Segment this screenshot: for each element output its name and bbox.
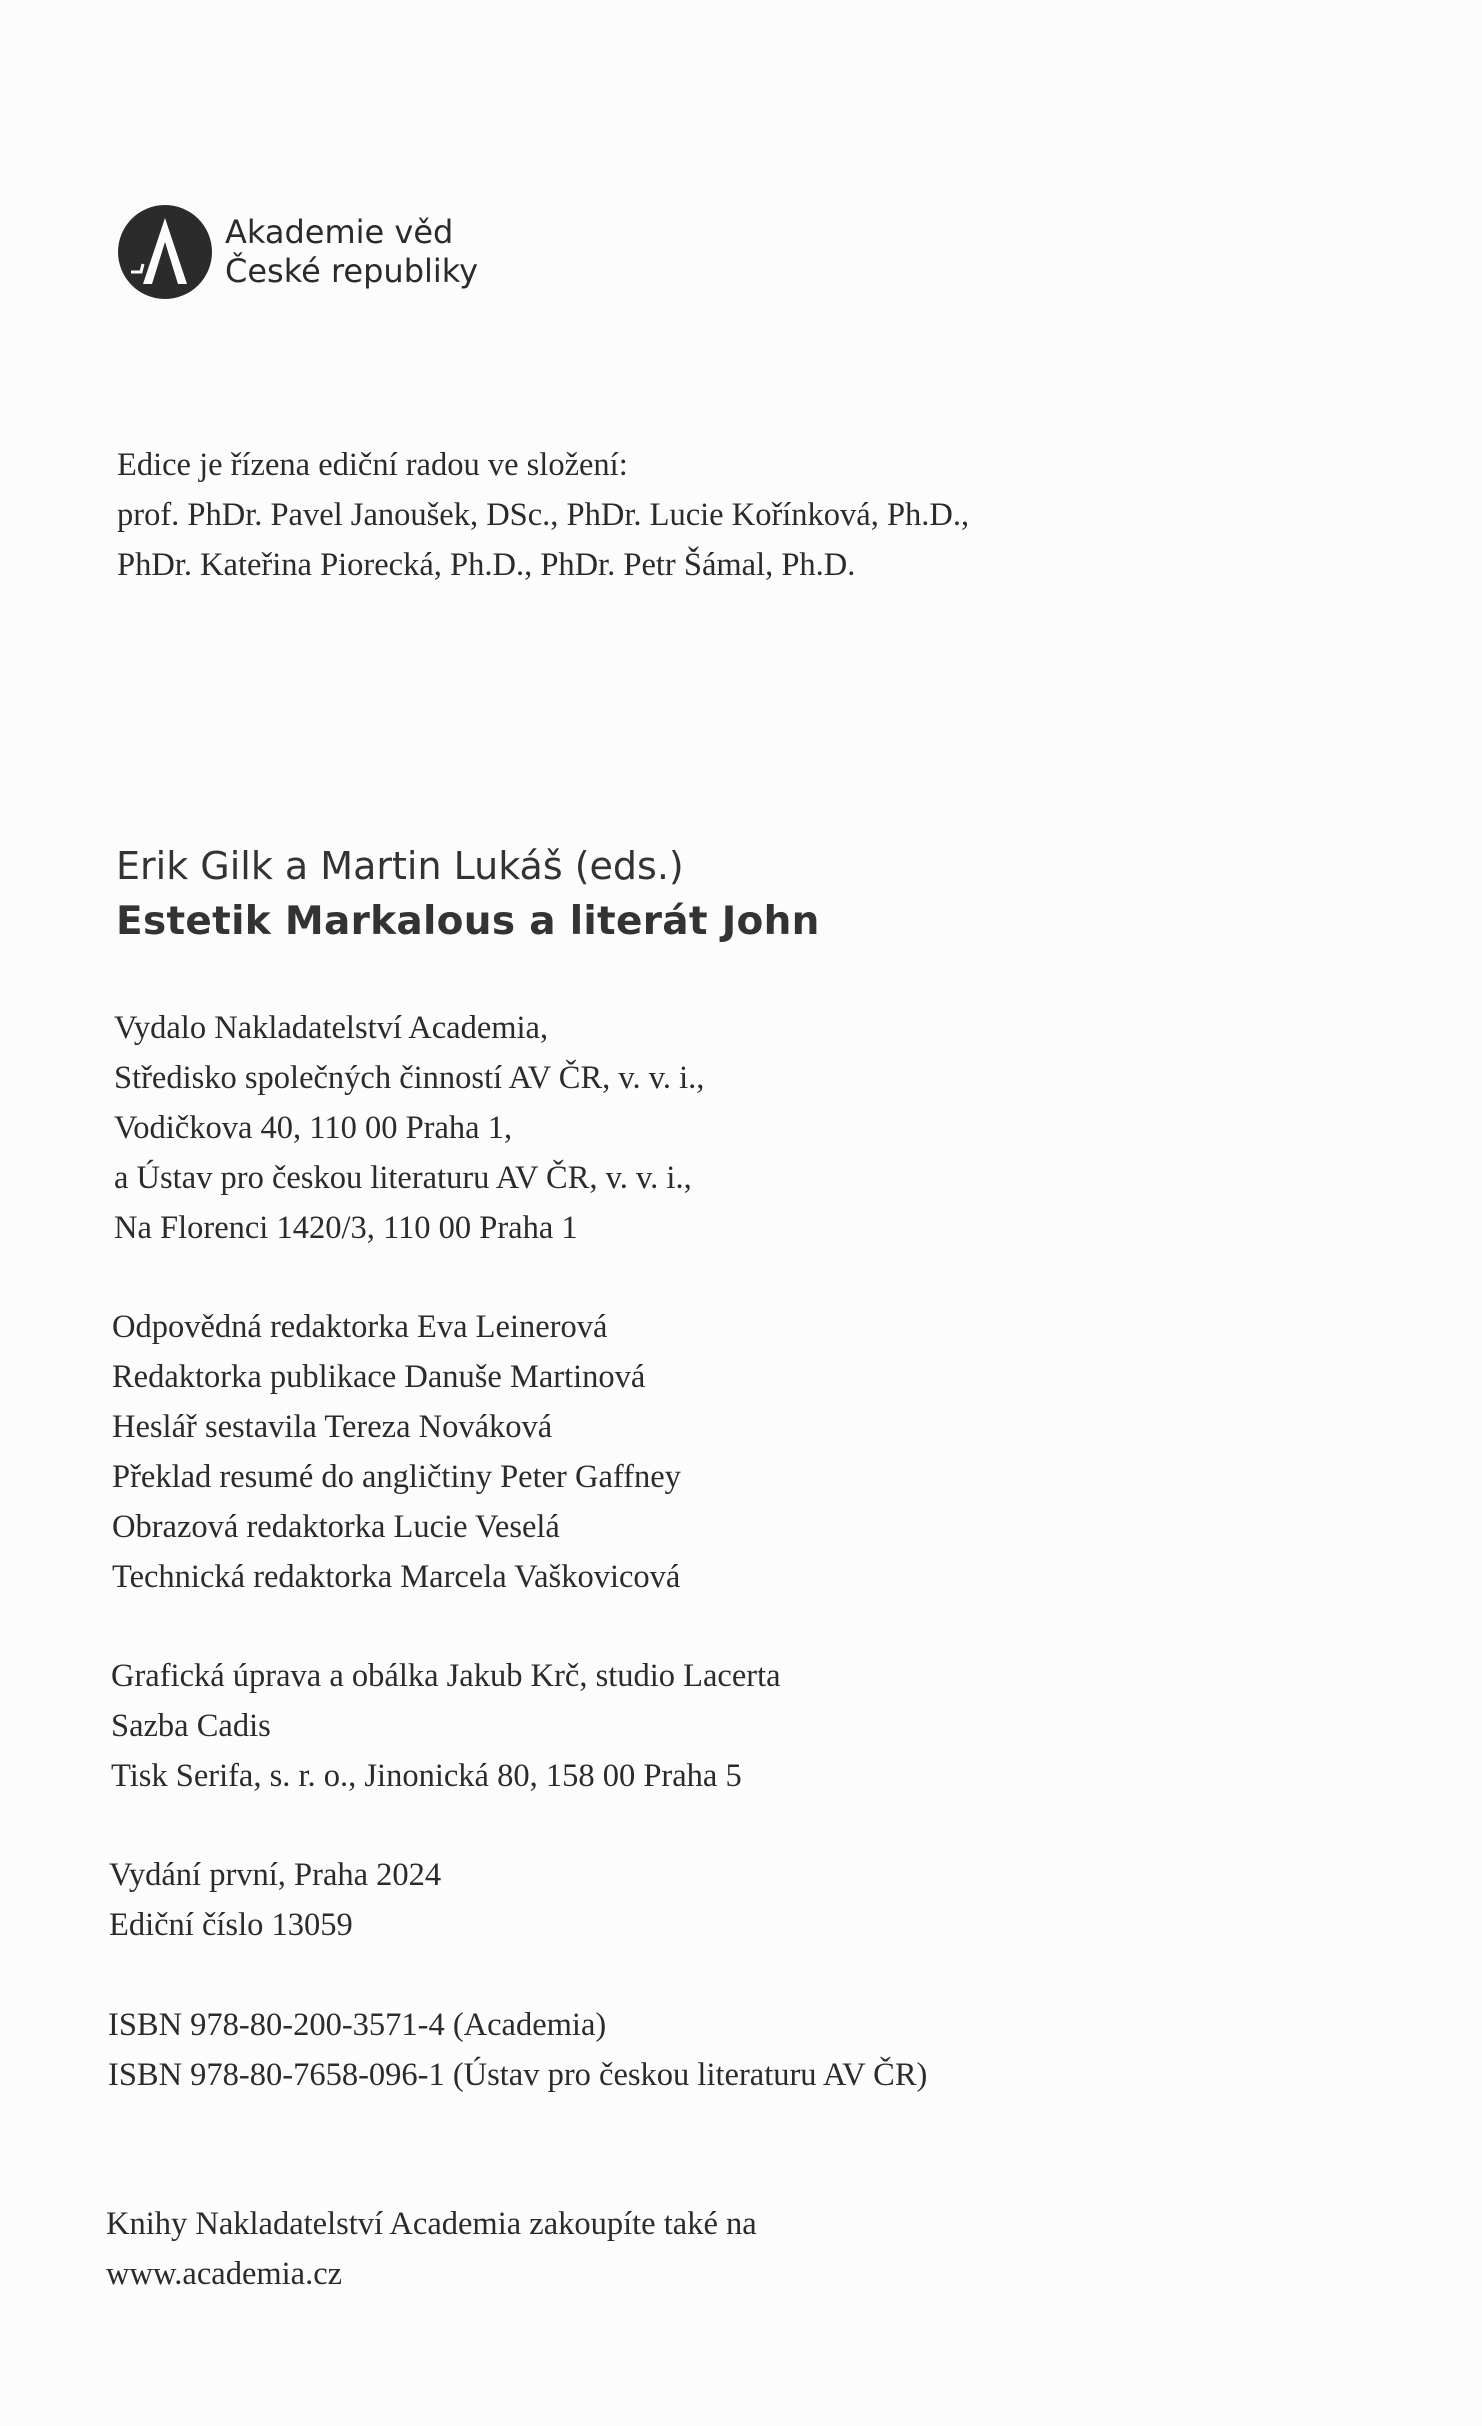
logo-name-line1: Akademie věd	[225, 213, 454, 251]
credit-line: Heslář sestavila Tereza Nováková	[112, 1409, 553, 1445]
edition-line: Vydání první, Praha 2024	[109, 1857, 442, 1893]
production-line: Sazba Cadis	[111, 1708, 271, 1744]
book-heading	[116, 838, 820, 950]
footer-line: Knihy Nakladatelství Academia zakoupíte také na	[106, 2206, 757, 2242]
publisher-info-line: Středisko společných činností AV ČR, v. v. i.,	[114, 1060, 705, 1096]
edition-board-line: Edice je řízena ediční radou ve složení:	[117, 447, 628, 483]
publisher-info-line: Na Florenci 1420/3, 110 00 Praha 1	[114, 1210, 578, 1246]
footer-url: www.academia.cz	[106, 2256, 343, 2292]
edition-board-line: prof. PhDr. Pavel Janoušek, DSc., PhDr. Lucie Kořínková, Ph.D.,	[117, 497, 970, 533]
footer-note	[106, 2199, 757, 2299]
academy-logo-icon	[117, 204, 213, 300]
credits	[112, 1302, 681, 1602]
publisher-info-line: a Ústav pro českou literaturu AV ČR, v. v. i.,	[114, 1160, 692, 1196]
isbn-line: ISBN 978-80-7658-096-1 (Ústav pro českou literaturu AV ČR)	[108, 2057, 928, 2093]
edition-board-line: PhDr. Kateřina Piorecká, Ph.D., PhDr. Petr Šámal, Ph.D.	[117, 547, 856, 583]
edition-info	[109, 1850, 441, 1950]
edition-line: Ediční číslo 13059	[109, 1907, 353, 1943]
isbn-info	[108, 2000, 927, 2100]
credit-line: Překlad resumé do angličtiny Peter Gaffney	[112, 1459, 681, 1495]
production-line: Tisk Serifa, s. r. o., Jinonická 80, 158 00 Praha 5	[111, 1758, 742, 1794]
edition-board	[117, 440, 969, 590]
credit-line: Odpovědná redaktorka Eva Leinerová	[112, 1309, 608, 1345]
production-line: Grafická úprava a obálka Jakub Krč, studio Lacerta	[111, 1658, 781, 1694]
academy-logo-name	[225, 213, 478, 291]
credit-line: Technická redaktorka Marcela Vaškovicová	[112, 1559, 681, 1595]
publisher-info-line: Vydalo Nakladatelství Academia,	[114, 1010, 549, 1046]
credit-line: Redaktorka publikace Danuše Martinová	[112, 1359, 646, 1395]
academy-logo	[117, 204, 478, 300]
isbn-line: ISBN 978-80-200-3571-4 (Academia)	[108, 2007, 607, 2043]
book-authors: Erik Gilk a Martin Lukáš (eds.)	[116, 844, 684, 888]
production-credits	[111, 1651, 781, 1801]
logo-name-line2: České republiky	[225, 252, 479, 290]
publisher-info-line: Vodičkova 40, 110 00 Praha 1,	[114, 1110, 513, 1146]
publisher-info	[114, 1003, 704, 1253]
book-title: Estetik Markalous a literát John	[116, 899, 820, 944]
credit-line: Obrazová redaktorka Lucie Veselá	[112, 1509, 560, 1545]
